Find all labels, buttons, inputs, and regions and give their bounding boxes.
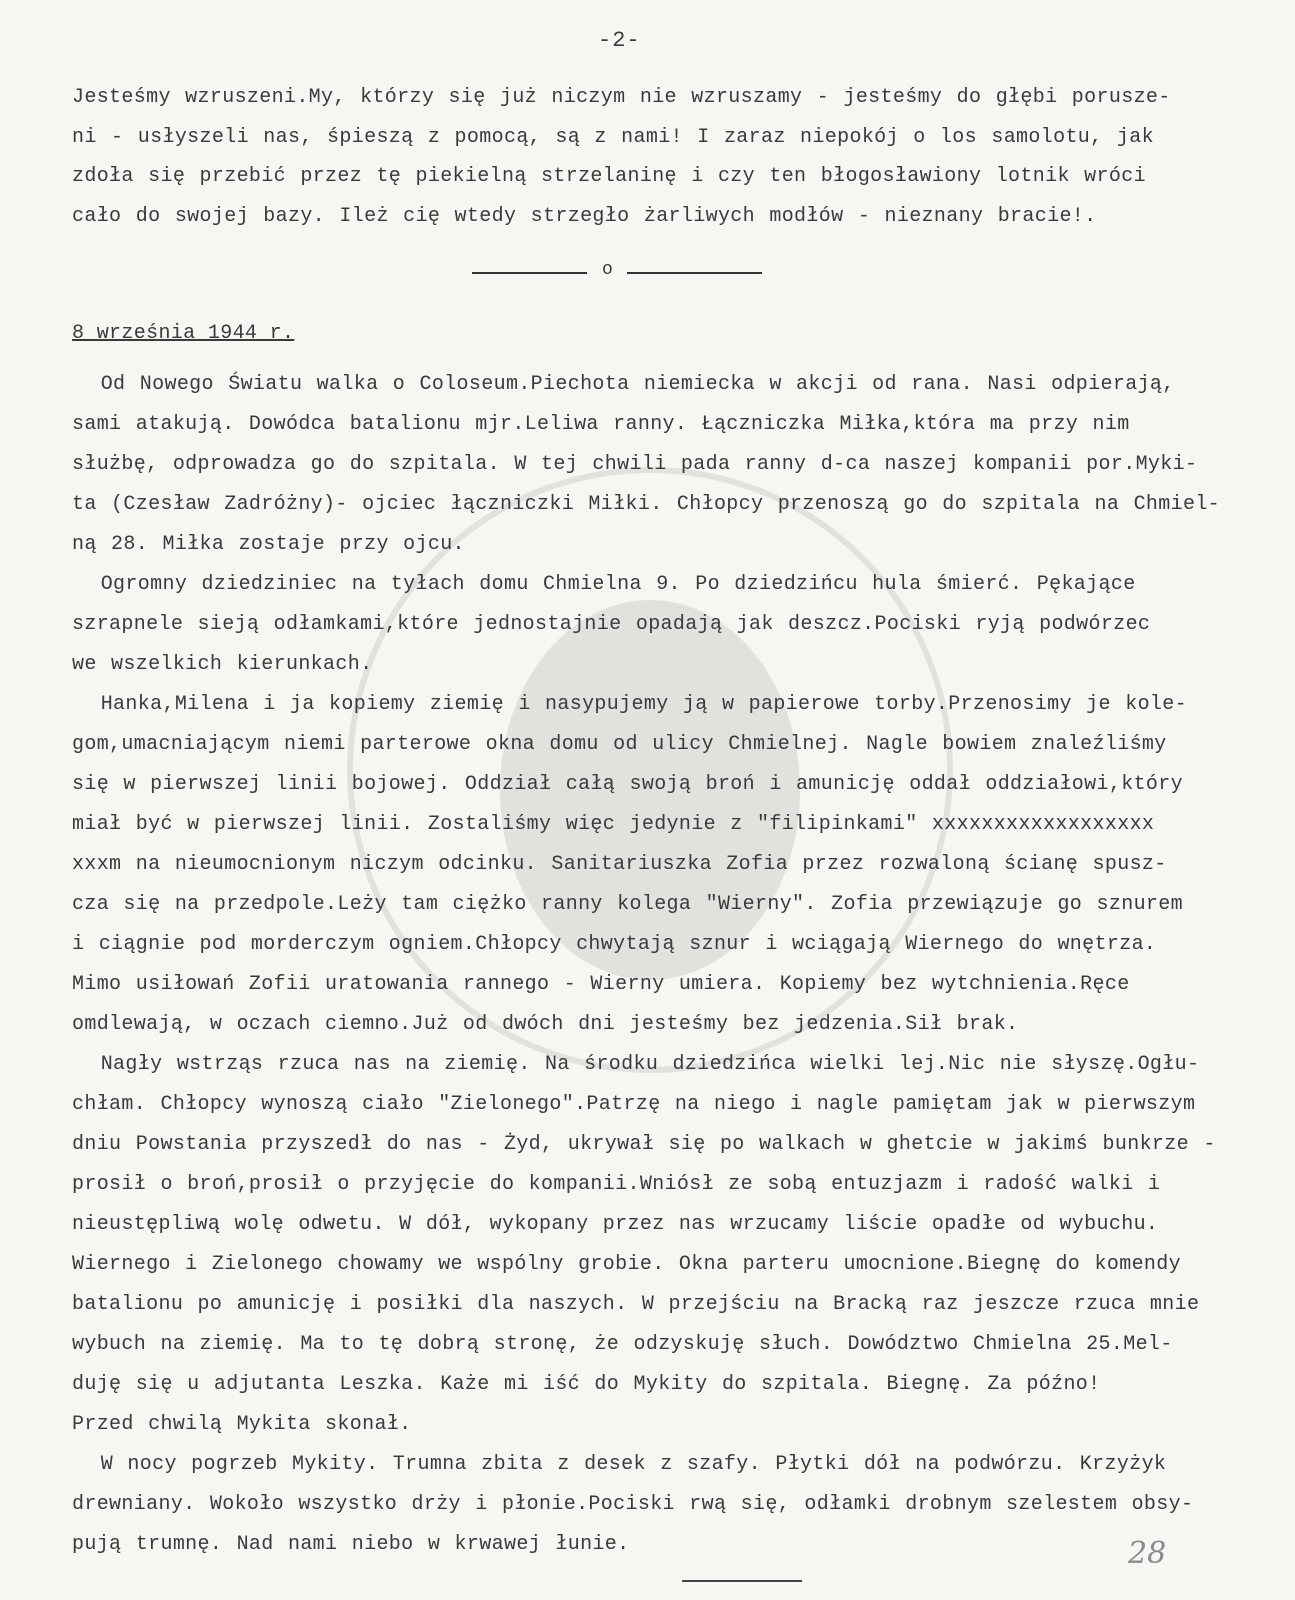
section-separator (472, 260, 762, 280)
text-line: służbę, odprowadza go do szpitala. W tej chwili pada ranny d-ca naszej kompanii por.Myki- (72, 453, 1198, 476)
text-line: Ogromny dziedziniec na tyłach domu Chmielna 9. Po dziedzińcu hula śmierć. Pękające (72, 573, 1136, 596)
bottom-rule (682, 1580, 802, 1582)
page-number: -2- (598, 28, 641, 53)
text-line: pują trumnę. Nad nami niebo w krwawej łunie. (72, 1533, 630, 1556)
text-line: xxxm na nieumocnionym niczym odcinku. Sanitariuszka Zofia przez rozwaloną ścianę spusz- (72, 853, 1167, 876)
text-line: prosił o broń,prosił o przyjęcie do kompanii.Wniósł ze sobą entuzjazm i radość walki i (72, 1173, 1161, 1196)
text-line: Mimo usiłowań Zofii uratowania rannego - Wierny umiera. Kopiemy bez wytchnienia.Ręce (72, 973, 1130, 996)
separator-dash (472, 272, 587, 274)
text-line: ni - usłyszeli nas, śpieszą z pomocą, są z nami! I zaraz niepokój o los samolotu, jak (72, 126, 1154, 149)
separator-dash (627, 272, 762, 274)
text-line: omdlewają, w oczach ciemno.Już od dwóch dni jesteśmy bez jedzenia.Sił brak. (72, 1013, 1019, 1036)
text-line: miał być w pierwszej linii. Zostaliśmy więc jedynie z "filipinkami" xxxxxxxxxxxxxxxxxx (72, 813, 1155, 836)
text-line: nieustępliwą wolę odwetu. W dół, wykopany przez nas wrzucamy liście opadłe od wybuchu. (72, 1213, 1159, 1236)
text-line: W nocy pogrzeb Mykity. Trumna zbita z desek z szafy. Płytki dół na podwórzu. Krzyżyk (72, 1453, 1167, 1476)
text-line: Wiernego i Zielonego chowamy we wspólny grobie. Okna parteru umocnione.Biegnę do komendy (72, 1253, 1181, 1276)
text-line: batalionu po amunicję i posiłki dla naszych. W przejściu na Bracką raz jeszcze rzuca mnie (72, 1293, 1200, 1316)
text-line: duję się u adjutanta Leszka. Każe mi iść do Mykity do szpitala. Biegnę. Za późno! (72, 1373, 1101, 1396)
text-line: ną 28. Miłka zostaje przy ojcu. (72, 533, 465, 556)
text-line: cza się na przedpole.Leży tam ciężko ranny kolega "Wierny". Zofia przewiązuje go sznurem (72, 893, 1183, 916)
text-line: chłam. Chłopcy wynoszą ciało "Zielonego".Patrzę na niego i nagle pamiętam jak w pierwszym (72, 1093, 1196, 1116)
text-line: i ciągnie pod morderczym ogniem.Chłopcy chwytają sznur i wciągają Wiernego do wnętrza. (72, 933, 1157, 956)
text-line: cało do swojej bazy. Ileż cię wtedy strzegło żarliwych modłów - nieznany bracie!. (72, 205, 1097, 228)
text-line: Przed chwilą Mykita skonał. (72, 1413, 412, 1436)
text-line: dniu Powstania przyszedł do nas - Żyd, ukrywał się po walkach w ghetcie w jakimś bunkrze - (72, 1133, 1216, 1156)
text-line: ta (Czesław Zadróżny)- ojciec łączniczki Miłki. Chłopcy przenoszą go do szpitala na Chmiel- (72, 493, 1221, 516)
handwritten-page-number: 28 (1128, 1536, 1167, 1571)
text-line: zdoła się przebić przez tę piekielną strzelaninę i czy ten błogosławiony lotnik wróci (72, 165, 1146, 188)
text-line: we wszelkich kierunkach. (72, 653, 373, 676)
text-line: sami atakują. Dowódca batalionu mjr.Leliwa ranny. Łączniczka Miłka,która ma przy nim (72, 413, 1130, 436)
text-line: Jesteśmy wzruszeni.My, którzy się już niczym nie wzruszamy - jesteśmy do głębi porusze- (72, 86, 1171, 109)
text-line: Nagły wstrząs rzuca nas na ziemię. Na środku dziedzińca wielki lej.Nic nie słyszę.Ogłu- (72, 1053, 1200, 1076)
separator-glyph: o (602, 260, 613, 280)
text-line: wybuch na ziemię. Ma to tę dobrą stronę, że odzyskuję słuch. Dowództwo Chmielna 25.Mel- (72, 1333, 1173, 1356)
date-heading: 8 września 1944 r. (72, 322, 295, 345)
text-line: Od Nowego Światu walka o Coloseum.Piechota niemiecka w akcji od rana. Nasi odpierają, (72, 373, 1175, 396)
text-line: szrapnele sieją odłamkami,które jednostajnie opadają jak deszcz.Pociski ryją podwórzec (72, 613, 1151, 636)
text-line: Hanka,Milena i ja kopiemy ziemię i nasypujemy ją w papierowe torby.Przenosimy je kole- (72, 693, 1187, 716)
text-line: gom,umacniającym niemi parterowe okna domu od ulicy Chmielnej. Nagle bowiem znaleźliśmy (72, 733, 1167, 756)
text-line: się w pierwszej linii bojowej. Oddział całą swoją broń i amunicję oddał oddziałowi,który (72, 773, 1183, 796)
text-line: drewniany. Wokoło wszystko drży i płonie.Pociski rwą się, odłamki drobnym szelestem obsy- (72, 1493, 1194, 1516)
